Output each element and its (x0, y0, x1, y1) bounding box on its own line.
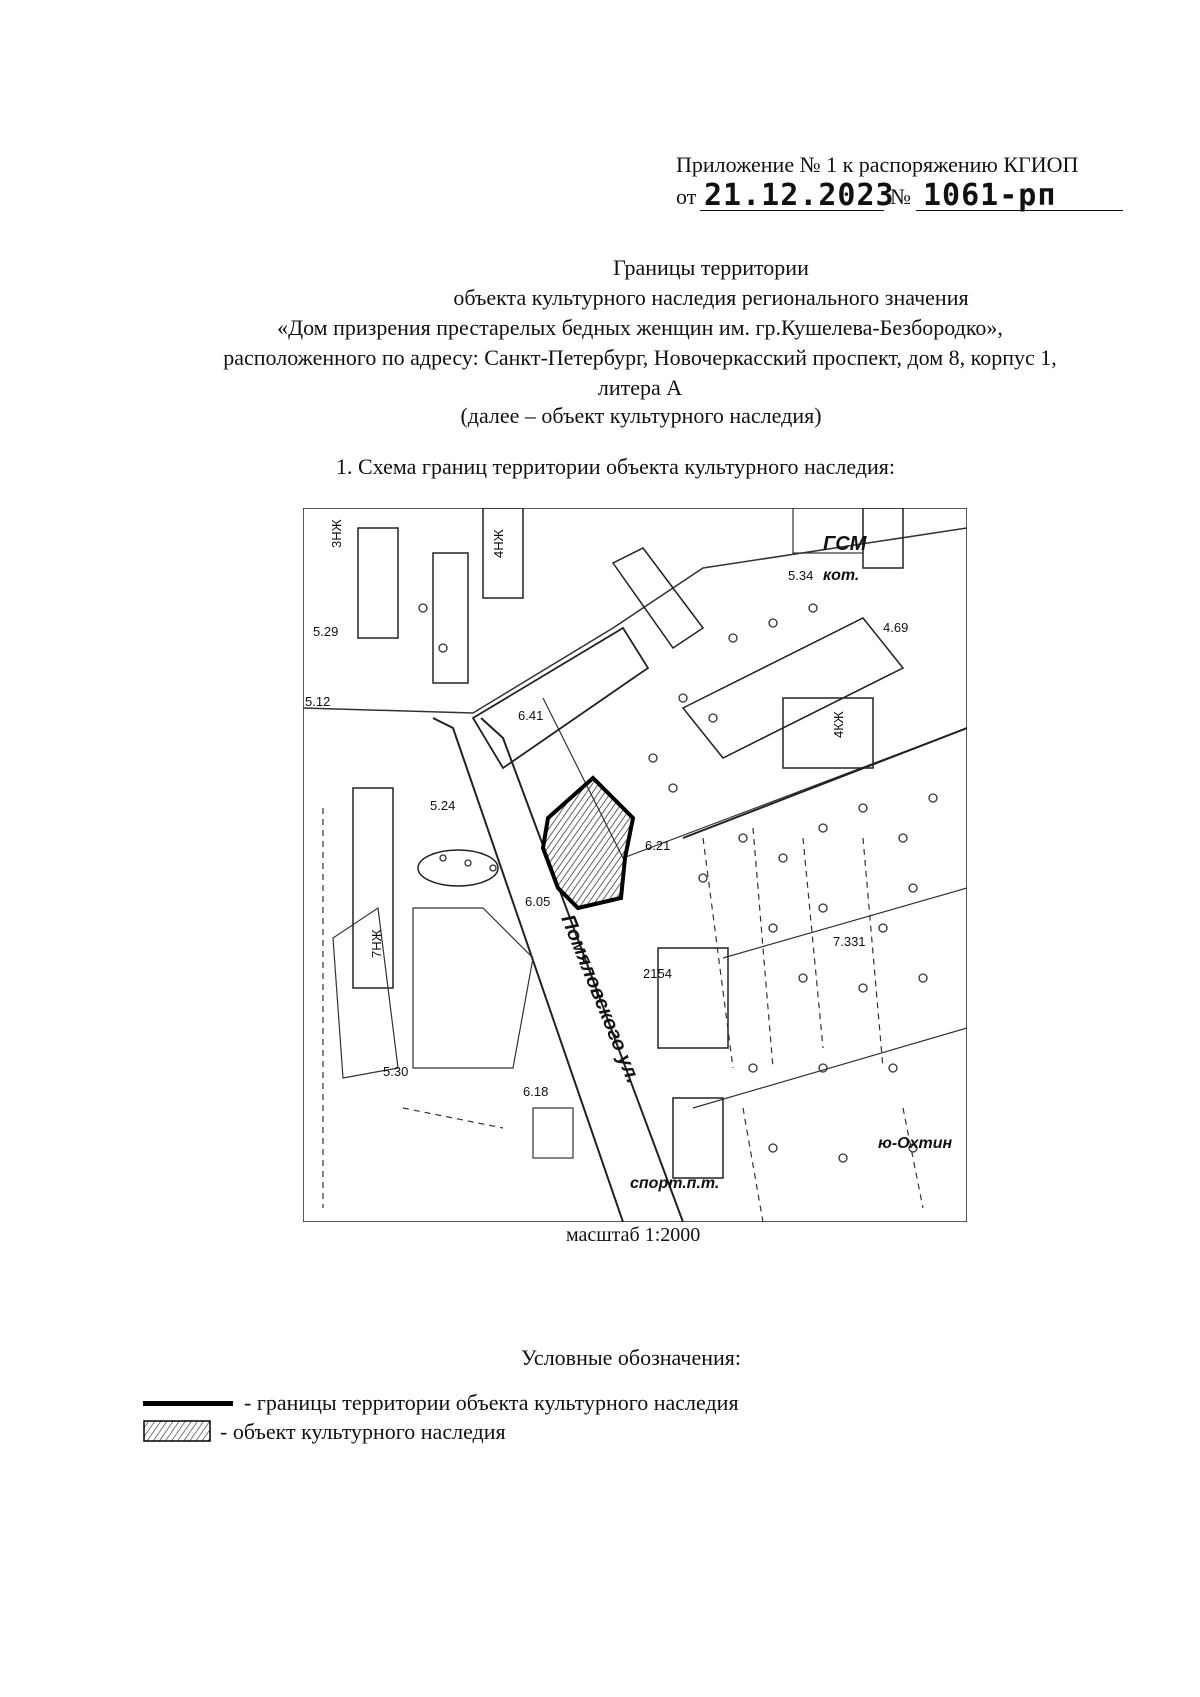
legend-hatch-swatch (143, 1420, 211, 1442)
section-heading: 1. Схема границ территории объекта культурного наследия: (336, 454, 896, 479)
order-date: 21.12.2023 (704, 178, 895, 213)
territory-map (303, 508, 967, 1222)
number-sign: № (890, 184, 911, 209)
label-n7: 7НЖ (369, 929, 384, 958)
label-n4b: 4КЖ (831, 711, 846, 738)
legend-boundary-label: - границы территории объекта культурного наследия (244, 1390, 739, 1415)
title-line-4: расположенного по адресу: Санкт-Петербург, Новочеркасский проспект, дом 8, корпус 1, (223, 345, 1057, 370)
legend-boundary-line (143, 1401, 233, 1406)
appendix-reference: Приложение № 1 к распоряжению КГИОП (676, 152, 1079, 177)
label-elev-512: 5.12 (305, 694, 331, 709)
label-elev-529: 5.29 (313, 624, 339, 639)
label-n3: 3НЖ (329, 519, 344, 548)
title-line-6: (далее – объект культурного наследия) (460, 403, 822, 428)
label-elev-7331: 7.331 (833, 934, 866, 949)
date-prefix: от (676, 184, 697, 209)
label-elev-469: 4.69 (883, 620, 909, 635)
label-elev-530: 5.30 (383, 1064, 409, 1079)
label-sport: спорт.п.т. (630, 1175, 720, 1192)
label-kot: кот. (823, 567, 860, 584)
order-number: 1061-рп (923, 178, 1057, 213)
label-gsm: ГСМ (823, 533, 867, 555)
label-street: Помяловского ул. (556, 911, 645, 1087)
label-elev-605: 6.05 (525, 894, 551, 909)
label-elev-621: 6.21 (645, 838, 671, 853)
label-okhtin: ю-Охтин (878, 1135, 953, 1152)
legend-heading: Условные обозначения: (521, 1345, 742, 1370)
scale-caption: масштаб 1:2000 (566, 1224, 701, 1246)
title-line-3: «Дом призрения престарелых бедных женщин им. гр.Кушелева-Безбородко», (277, 315, 1003, 340)
label-elev-641: 6.41 (518, 708, 544, 723)
label-elev-2154: 2154 (643, 966, 672, 981)
title-line-2: объекта культурного наследия регионального значения (453, 285, 969, 310)
label-elev-618: 6.18 (523, 1084, 549, 1099)
title-line-5: литера А (597, 375, 683, 400)
legend-object-label: - объект культурного наследия (220, 1419, 506, 1444)
title-line-1: Границы территории (613, 255, 809, 280)
label-n4: 4НЖ (491, 529, 506, 558)
map-drawing (303, 508, 967, 1222)
label-elev-524: 5.24 (430, 798, 456, 813)
order-line (676, 178, 1123, 212)
label-elev-534: 5.34 (788, 568, 814, 583)
